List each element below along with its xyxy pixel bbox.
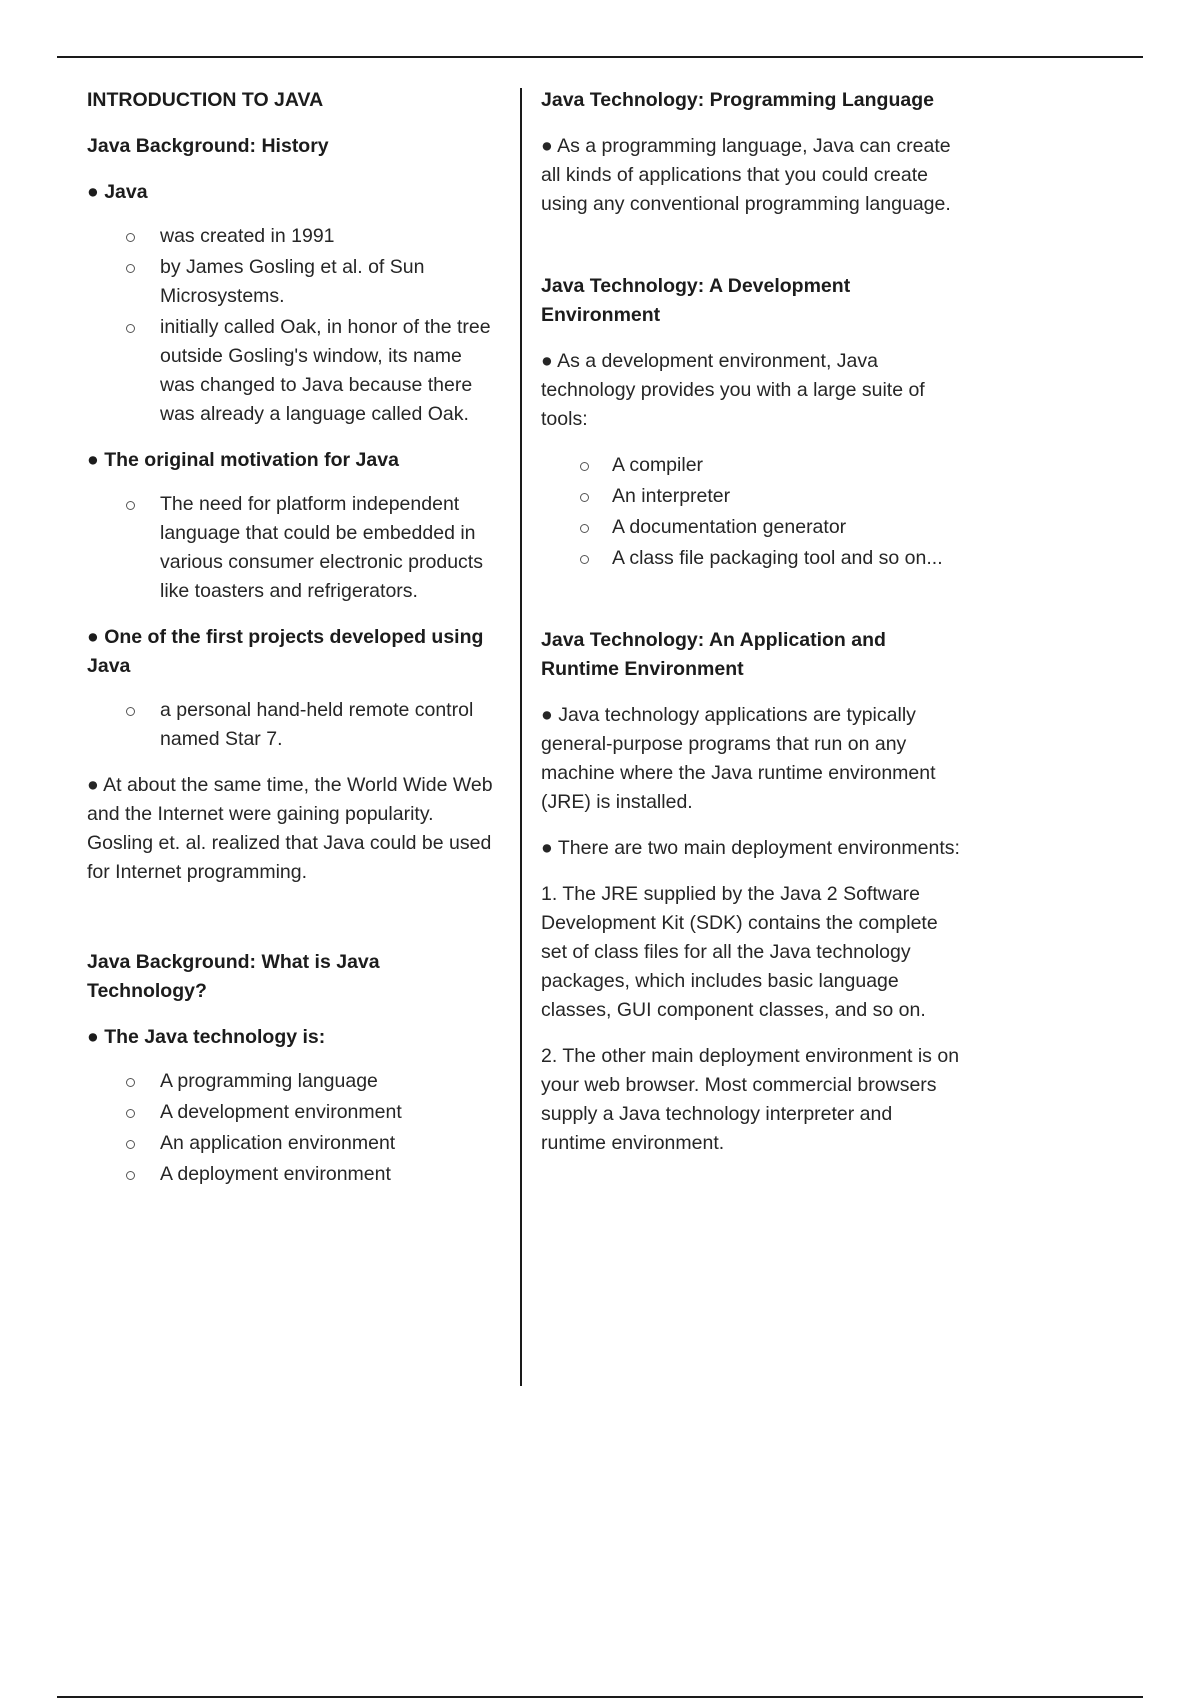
development-heading: Java Technology: A Development Environment: [541, 275, 851, 326]
list-item: A compiler: [541, 451, 961, 480]
tech-bullet: ● The Java technology is:: [87, 1026, 326, 1048]
language-paragraph: ● As a programming language, Java can create all kinds of applications that you could create using any conventional programming language.: [541, 135, 951, 215]
bottom-rule: [57, 1696, 1143, 1698]
www-paragraph: ● At about the same time, the World Wide Web and the Internet were gaining popularity. Gosling et. al. realized that Java could be used for Internet programming.: [87, 774, 493, 883]
list-item: A development environment: [87, 1098, 497, 1127]
list-item: a personal hand-held remote control named Star 7.: [87, 696, 497, 754]
list-item: A programming language: [87, 1067, 497, 1096]
top-rule: [57, 56, 1143, 58]
motivation-list: [87, 490, 497, 606]
column-divider: [520, 88, 522, 1386]
language-heading: Java Technology: Programming Language: [541, 89, 934, 111]
left-column: [87, 86, 497, 1206]
java-bullet: ● Java: [87, 181, 148, 203]
projects-list: [87, 696, 497, 754]
list-item: was created in 1991: [87, 222, 497, 251]
right-column: [541, 86, 961, 1175]
application-paragraph: ● Java technology applications are typically general-purpose programs that run on any machine where the Java runtime environment (JRE) is installed.: [541, 704, 936, 813]
projects-bullet: ● One of the first projects developed using Java: [87, 626, 484, 677]
list-item: A deployment environment: [87, 1160, 497, 1189]
deployment-paragraph: ● There are two main deployment environments:: [541, 837, 960, 859]
tech-list: [87, 1067, 497, 1189]
list-item: by James Gosling et al. of Sun Microsystems.: [87, 253, 497, 311]
java-facts-list: [87, 222, 497, 429]
jre-paragraph: 1. The JRE supplied by the Java 2 Software Development Kit (SDK) contains the complete set of class files for all the Java technology packages, which includes basic language classes, GUI component classes, and so on.: [541, 883, 938, 1021]
development-paragraph: ● As a development environment, Java technology provides you with a large suite of tools:: [541, 350, 925, 430]
list-item: The need for platform independent language that could be embedded in various consumer electronic products like toasters and refrigerators.: [87, 490, 497, 606]
list-item: A class file packaging tool and so on...: [541, 544, 961, 573]
tools-list: [541, 451, 961, 573]
whatis-heading: Java Background: What is Java Technology?: [87, 951, 380, 1002]
history-heading: Java Background: History: [87, 135, 329, 157]
list-item: A documentation generator: [541, 513, 961, 542]
browser-paragraph: 2. The other main deployment environment is on your web browser. Most commercial browsers supply a Java technology interpreter and runtime environment.: [541, 1045, 960, 1154]
application-heading: Java Technology: An Application and Runtime Environment: [541, 629, 886, 680]
motivation-bullet: ● The original motivation for Java: [87, 449, 399, 471]
list-item: initially called Oak, in honor of the tree outside Gosling's window, its name was changed to Java because there was already a language called Oak.: [87, 313, 497, 429]
document-title: INTRODUCTION TO JAVA: [87, 89, 324, 111]
list-item: An application environment: [87, 1129, 497, 1158]
list-item: An interpreter: [541, 482, 961, 511]
